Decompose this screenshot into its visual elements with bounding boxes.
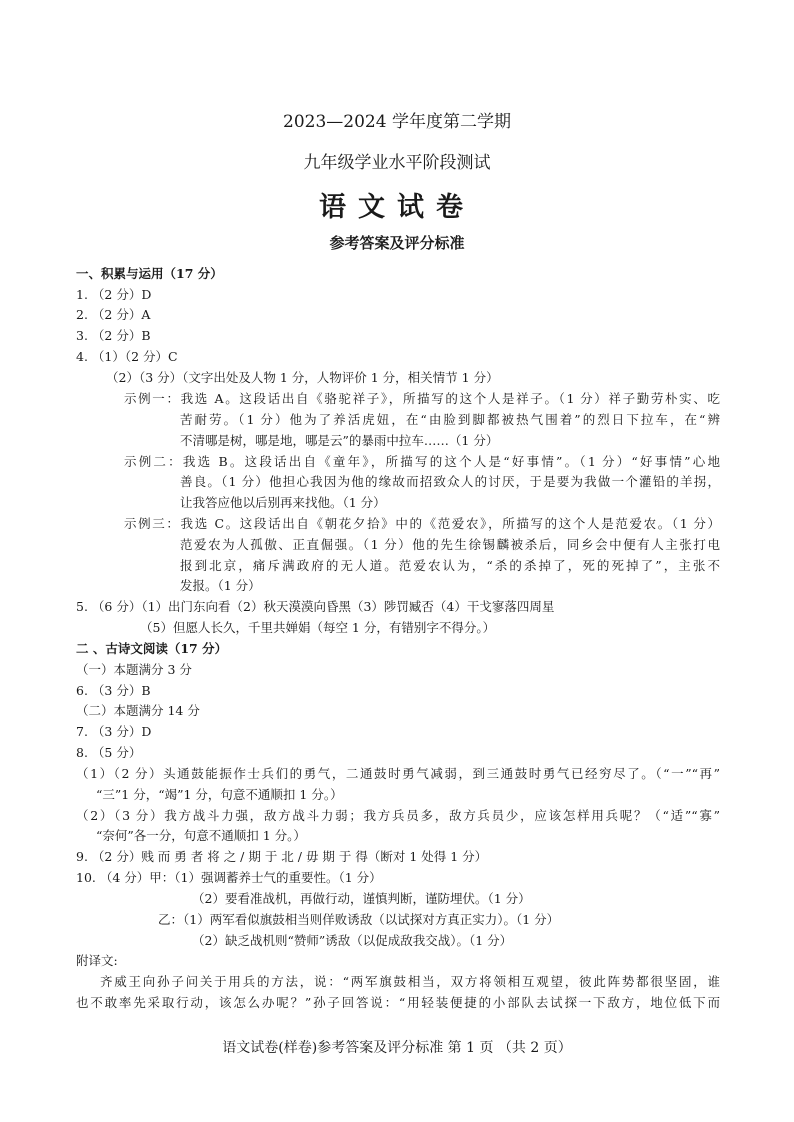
part-2-label: （二）本题满分 14 分 [76,703,200,718]
header-test-name: 九年级学业水平阶段测试 [303,153,491,173]
answer-q5-line-1: 5. （6 分）（1）出门东向看（2）秋天漠漠向昏黑（3）陟罚臧否（4）干戈寥落四周星 [76,599,555,614]
section1-heading: 一、积累与运用（17 分） [76,266,223,281]
answer-q10-line-3: 乙：（1）两军看似旗鼓相当则佯败诱敌（以试探对方真正实力）。（1 分） [158,912,560,927]
example-3-line-1: 示例三：我选 C。这段话出自《朝花夕拾》中的《范爱农》，所描写的这个人是范爱农。（1 分） [124,516,720,531]
answer-q7: 7. （3 分）D [76,724,152,739]
example-1-line-2: 苦耐劳。（1 分）他为了养活虎妞，在“由脸到脚都被热气围着”的烈日下拉车，在“辨 [180,412,720,427]
translation-line-1: 齐威王向孙子问关于用兵的方法，说：“两军旗鼓相当，双方将领相互观望，彼此阵势都很坚固，谁 [100,974,720,989]
example-2-line-3: 让我答应他以后别再来找他。（1 分） [180,495,386,510]
answer-q4-1: 4. （1）（2 分）C [76,349,178,364]
answer-q10-line-1: 10. （4 分）甲：（1）强调蓄养士气的重要性。（1 分） [76,870,382,885]
example-2-line-2: 善良。（1 分）他担心我因为他的缘故而招致众人的讨厌，于是要为我做一个灌铅的羊拐， [180,474,720,489]
answer-q8-2-line-1: （2）（3 分）我方战斗力强，敌方战斗力弱；我方兵员多，敌方兵员少，应该怎样用兵呢？（“适”“寡” [76,808,720,823]
answer-q10-line-2: （2）要看准战机，再做行动，谨慎判断，谨防埋伏。（1 分） [192,891,531,906]
answer-q8-2-line-2: “奈何”各一分，句意不通顺扣 1 分。） [96,828,306,843]
example-3-line-4: 发报。（1 分） [180,578,261,593]
example-3-line-3: 报到北京，痛斥满政府的无人道。范爱农认为，“杀的杀掉了，死的死掉了”，主张不 [180,558,720,573]
header-year-term: 2023—2024 学年度第二学期 [283,112,511,132]
section2-heading: 二 、古诗文阅读（17 分） [76,641,228,656]
answer-q8-1-line-1: （1）（2 分）头通鼓能振作士兵们的勇气，二通鼓时勇气减弱，到三通鼓时勇气已经穷尽了。（“一”“再” [76,766,720,781]
answer-q5-line-2: （5）但愿人长久，千里共婵娟（每空 1 分，有错别字不得分。） [140,620,496,635]
part-1-label: （一）本题满分 3 分 [76,662,192,677]
answer-q8: 8. （5 分） [76,745,142,760]
doc-title: 参考答案及评分标准 [329,234,465,252]
answer-q6: 6. （3 分）B [76,683,151,698]
example-3-line-2: 范爱农为人孤傲、正直倔强。（1 分）他的先生徐锡麟被杀后，同乡会中便有人主张打电 [180,537,720,552]
answer-q3: 3. （2 分）B [76,328,151,343]
example-2-line-1: 示例二：我选 B。这段话出自《童年》，所描写的这个人是“好事情”。（1 分）“好事情”心地 [124,454,720,469]
answer-q10-line-4: （2）缺乏战机则“赞师”诱敌（以促成敌我交战）。（1 分） [192,933,513,948]
answer-q8-1-line-2: “三”1 分，“竭”1 分，句意不通顺扣 1 分。） [96,787,343,802]
example-1-line-3: 不清哪是树，哪是地，哪是云”的暴雨中拉车……（1 分） [180,433,499,448]
answer-q2: 2. （2 分）A [76,307,151,322]
answer-q1: 1. （2 分）D [76,287,152,302]
subject-title: 语文试卷 [319,192,475,223]
page-footer: 语文试卷(样卷)参考答案及评分标准 第 1 页 （共 2 页） [222,1040,572,1056]
appendix-label: 附译文: [76,953,118,968]
answer-q9: 9. （2 分）贱 而 勇 者 将 之 / 期 于 北 / 毋 期 于 得（断对 1 处得 1 分） [76,849,488,864]
translation-line-2: 也不敢率先采取行动，该怎么办呢？”孙子回答说：“用轻装便捷的小部队去试探一下敌方，地位低下而 [76,995,720,1010]
example-1-line-1: 示例一：我选 A。这段话出自《骆驼祥子》，所描写的这个人是祥子。（1 分）祥子勤劳朴实、吃 [124,391,720,406]
answer-q4-2: （2）（3 分）（文字出处及人物 1 分，人物评价 1 分，相关情节 1 分） [106,370,499,385]
